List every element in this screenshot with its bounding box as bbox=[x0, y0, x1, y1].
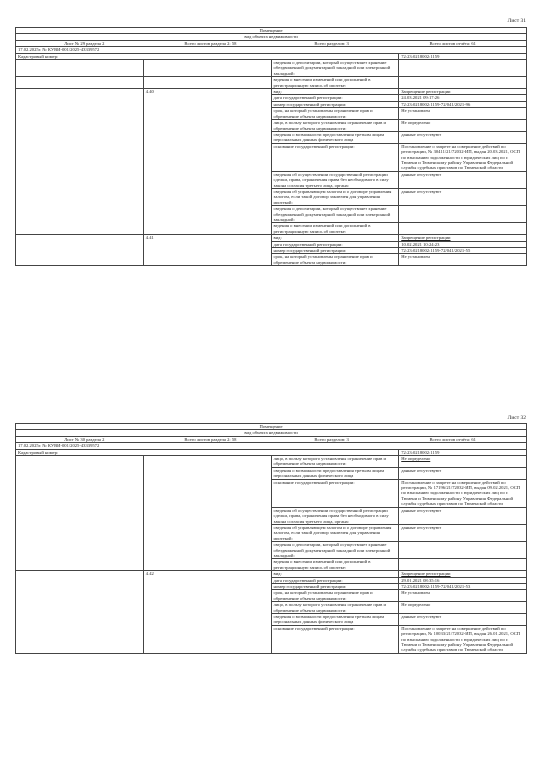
field-value: данные отсутствуют bbox=[399, 467, 527, 479]
field-value: Постановление о запрете на совершение действий по регистрации, № 10033/21/72032-ИП, выдан 26.01.2021, ОСП по взысканию задолженности с юридических лиц по г. Тюмени и Тюменскому району Управления Федеральной службы судебных приставов по Тюменской области bbox=[399, 625, 527, 653]
field-label: дата государственной регистрации: bbox=[271, 577, 399, 583]
field-value: данные отсутствуют bbox=[399, 507, 527, 524]
total-report: Всего листов отчёта: 61 bbox=[429, 40, 476, 46]
field-label: вид: bbox=[271, 89, 399, 95]
field-label: срок, на который установлены ограничение прав и обременение объекта недвижимости: bbox=[271, 254, 399, 266]
field-value: 72:23:0218002:1159-72/041/2021-53 bbox=[399, 583, 527, 589]
empty-cell bbox=[16, 89, 144, 235]
field-value: Не определено bbox=[399, 602, 527, 614]
field-value: Запрещение регистрации bbox=[399, 235, 527, 241]
field-value: данные отсутствуют bbox=[399, 614, 527, 626]
field-label: сведения о депозитарии, который осуществляет хранение обездвиженной документарной закладной или электронной закладной: bbox=[271, 542, 399, 559]
field-value: данные отсутствуют bbox=[399, 524, 527, 541]
field-label: основание государственной регистрации: bbox=[271, 479, 399, 507]
field-label: основание государственной регистрации: bbox=[271, 625, 399, 653]
field-value: 24.03.2021 09:17:26 bbox=[399, 95, 527, 101]
field-label: лицо, в пользу которого установлены ограничение прав и обременение объекта недвижимости: bbox=[271, 602, 399, 614]
entry-number: 4.41 bbox=[143, 235, 271, 266]
field-label: вид: bbox=[271, 571, 399, 577]
field-value: 72:23:0218002:1159-72/041/2021-55 bbox=[399, 248, 527, 254]
total-sections: Всего разделов: 3 bbox=[314, 436, 349, 442]
sheet-label: Лист № 29 раздела 2 bbox=[64, 40, 105, 46]
total-sheets: Всего листов раздела 2: 58 bbox=[184, 40, 237, 46]
field-value: Постановление о запрете на совершение действий по регистрации, № 17196/21/72032-ИП, выдан 09.02.2021, ОСП по взысканию задолженности с юридических лиц по г. Тюмени и Тюменскому району Управления Федеральной службы судебных приставов по Тюменской области bbox=[399, 479, 527, 507]
empty-cell bbox=[16, 456, 144, 571]
entry-number: 4.42 bbox=[143, 571, 271, 654]
entry-number: 4.40 bbox=[143, 89, 271, 235]
field-value: 29.01.2021 08:35:16 bbox=[399, 577, 527, 583]
field-value: Не установлен bbox=[399, 590, 527, 602]
table-row bbox=[16, 77, 527, 89]
field-value: данные отсутствуют bbox=[399, 171, 527, 188]
cadastral-value: 72:23:0218002:1159 bbox=[399, 53, 527, 59]
cadastral-label: Кадастровый номер: bbox=[16, 449, 399, 455]
field-label: лицо, в пользу которого установлены ограничение прав и обременение объекта недвижимости: bbox=[271, 456, 399, 468]
date-number: 17.02.2025г. № КУВИ-001/2025-43339572 bbox=[16, 443, 527, 449]
empty-cell bbox=[16, 77, 144, 89]
record-rows bbox=[16, 456, 527, 654]
field-label: дата государственной регистрации: bbox=[271, 95, 399, 101]
field-label: сведения об осуществлении государственной регистрации сделки, права, ограничения права без необходимого в силу закона согласия третьего лица, органа: bbox=[271, 507, 399, 524]
field-label: сведения об управляющем залогом и о договоре управления залогом, если такой договор заключен для управления ипотекой: bbox=[271, 188, 399, 205]
field-value: Не установлен bbox=[399, 108, 527, 120]
field-label: срок, на который установлены ограничение прав и обременение объекта недвижимости: bbox=[271, 590, 399, 602]
field-label: ведения о внесении изменений или дополнений в регистрационную запись об ипотеке: bbox=[271, 77, 399, 89]
empty-cell bbox=[16, 571, 144, 654]
object-subtitle: вид объекта недвижимости bbox=[16, 34, 527, 40]
total-report: Всего листов отчёта: 61 bbox=[429, 436, 476, 442]
empty-cell bbox=[143, 77, 271, 89]
sheet-label: Лист № 30 раздела 2 bbox=[64, 436, 105, 442]
field-value: 10.02.2021 10:24:23 bbox=[399, 241, 527, 247]
field-value bbox=[399, 542, 527, 559]
field-label: срок, на который установлены ограничение прав и обременение объекта недвижимости: bbox=[271, 108, 399, 120]
field-label: сведения о возможности предоставления третьим лицам персональных данных физического лица bbox=[271, 614, 399, 626]
object-title: Помещение bbox=[16, 28, 527, 34]
field-label: ведения о внесении изменений или дополнений в регистрационную запись об ипотеке: bbox=[271, 559, 399, 571]
field-value: данные отсутствуют bbox=[399, 188, 527, 205]
field-label: сведения о возможности предоставления третьим лицам персональных данных физического лица bbox=[271, 467, 399, 479]
date-number: 17.02.2025г. № КУВИ-001/2025-43339572 bbox=[16, 47, 527, 53]
table-row bbox=[16, 60, 527, 77]
empty-cell bbox=[143, 60, 271, 77]
field-label: сведения об управляющем залогом и о договоре управления залогом, если такой договор заключен для управления ипотекой: bbox=[271, 524, 399, 541]
field-value: Не установлен bbox=[399, 254, 527, 266]
field-value: Не определено bbox=[399, 120, 527, 132]
empty-cell bbox=[16, 235, 144, 266]
field-value bbox=[399, 77, 527, 89]
field-label: ведения о внесении изменений или дополнений в регистрационную запись об ипотеке: bbox=[271, 223, 399, 235]
sheet-meta-row bbox=[16, 436, 527, 442]
field-value bbox=[399, 206, 527, 223]
field-label: вид: bbox=[271, 235, 399, 241]
field-value: Постановление о запрете на совершение действий по регистрации, № 30411/21/72032-ИП, выдан 20.03.2021, ОСП по взысканию задолженности с юридических лиц по г. Тюмени и Тюменскому району Управления Федеральной службы судебных приставов по Тюменской области bbox=[399, 143, 527, 171]
sheet-meta-row bbox=[16, 40, 527, 46]
field-label: сведения о депозитарии, который осуществляет хранение обездвиженной документарной закладной или электронной закладной: bbox=[271, 206, 399, 223]
field-label: номер государственной регистрации: bbox=[271, 101, 399, 107]
total-sections: Всего разделов: 3 bbox=[314, 40, 349, 46]
field-value: Запрещение регистрации bbox=[399, 571, 527, 577]
field-value: данные отсутствуют bbox=[399, 131, 527, 143]
field-label: сведения об осуществлении государственной регистрации сделки, права, ограничения права без необходимого в силу закона согласия третьего лица, органа: bbox=[271, 171, 399, 188]
field-value bbox=[399, 223, 527, 235]
field-value: 72:23:0218002:1159-72/041/2021-96 bbox=[399, 101, 527, 107]
total-sheets: Всего листов раздела 2: 58 bbox=[184, 436, 237, 442]
field-label: дата государственной регистрации: bbox=[271, 241, 399, 247]
record-table bbox=[15, 27, 527, 266]
object-subtitle: вид объекта недвижимости bbox=[16, 430, 527, 436]
field-label: номер государственной регистрации: bbox=[271, 248, 399, 254]
cadastral-value: 72:23:0218002:1159 bbox=[399, 449, 527, 455]
sheet-number: Лист 31 bbox=[507, 18, 526, 24]
object-title: Помещение bbox=[16, 424, 527, 430]
record-rows bbox=[16, 60, 527, 266]
field-value: Не определено bbox=[399, 456, 527, 468]
field-label: номер государственной регистрации: bbox=[271, 583, 399, 589]
field-label: основание государственной регистрации: bbox=[271, 143, 399, 171]
field-label: сведения о депозитарии, который осуществляет хранение обездвиженной документарной закладной или электронной закладной: bbox=[271, 60, 399, 77]
field-value bbox=[399, 559, 527, 571]
table-row bbox=[16, 456, 527, 468]
field-value bbox=[399, 60, 527, 77]
sheet-number: Лист 32 bbox=[507, 415, 526, 421]
record-table bbox=[15, 423, 527, 654]
field-value: Запрещение регистрации bbox=[399, 89, 527, 95]
entry-number bbox=[143, 456, 271, 571]
field-label: сведения о возможности предоставления третьим лицам персональных данных физического лица bbox=[271, 131, 399, 143]
cadastral-label: Кадастровый номер: bbox=[16, 53, 399, 59]
empty-cell bbox=[16, 60, 144, 77]
field-label: лицо, в пользу которого установлены ограничение прав и обременение объекта недвижимости: bbox=[271, 120, 399, 132]
